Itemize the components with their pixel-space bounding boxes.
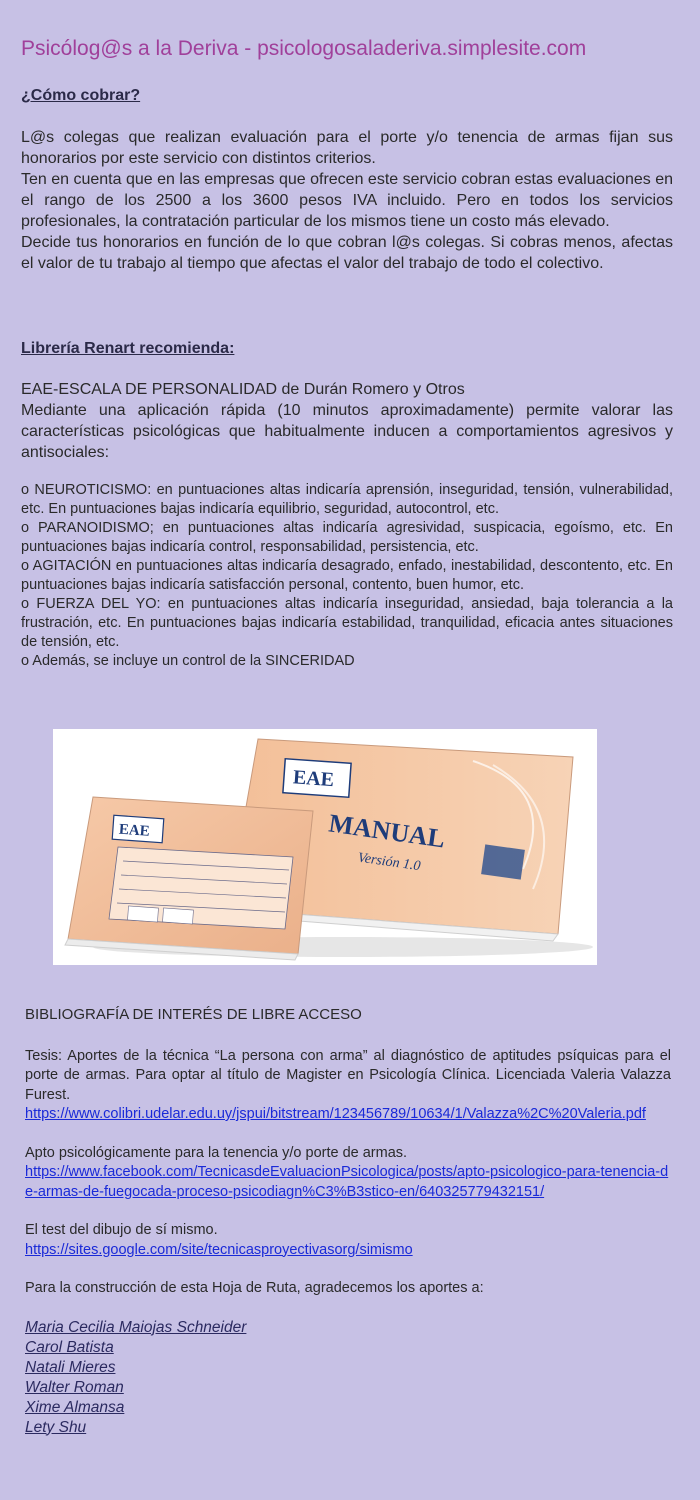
spacer (25, 1202, 671, 1221)
cobrar-paragraph-1: L@s colegas que realizan evaluación para el porte y/o tenencia de armas fijan sus honorarios por este servicio con distintos criterios. (21, 129, 673, 167)
spacer (25, 1025, 671, 1047)
heading-libreria: Librería Renart recomienda: (21, 340, 235, 357)
site-title[interactable]: Psicólog@s a la Deriva - psicologosaladeriva.simplesite.com (21, 37, 587, 60)
list-item: o NEUROTICISMO: en puntuaciones altas indicaría aprensión, inseguridad, tensión, vulnerabilidad, etc. En puntuaciones bajas indicaría equilibrio, seguridad, autocontrol, etc. (21, 482, 673, 517)
bibliografia-section (25, 1005, 671, 1438)
manual-logo-text: EAE (292, 766, 335, 792)
list-item: o PARANOIDISMO; en puntuaciones altas indicaría agresividad, suspicacia, egoísmo, etc. En puntuaciones bajas indicaría control, responsabilidad, persistencia, etc. (21, 520, 673, 555)
contributor-link[interactable]: Natali Mieres (25, 1358, 116, 1376)
answer-sheet-logo-text: EAE (118, 821, 151, 840)
manual-title: MANUAL (327, 808, 447, 854)
bibliografia-heading: BIBLIOGRAFÍA DE INTERÉS DE LIBRE ACCESO (25, 1006, 362, 1023)
thanks-text: Para la construcción de esta Hoja de Ruta, agradecemos los aportes a: (25, 1280, 484, 1296)
bib-entry-3-link[interactable]: https://sites.google.com/site/tecnicasproyectivasorg/simismo (25, 1241, 413, 1258)
contributor-link[interactable]: Lety Shu (25, 1418, 87, 1436)
spacer (25, 1125, 671, 1144)
cobrar-paragraph-2: Ten en cuenta que en las empresas que ofrecen este servicio cobran estas evaluaciones en el rango de los 2500 a los 3600 pesos IVA incluido. Pero en todos los servicios profesionales, la contratación particular de los mismos tiene un costo más elevado. (21, 171, 673, 230)
book-description: Mediante una aplicación rápida (10 minutos aproximadamente) permite valorar las características psicológicas que habitualmente inducen a comportamientos agresivos y antisociales: (21, 402, 673, 461)
cobrar-paragraph-3: Decide tus honorarios en función de lo que cobran l@s colegas. Si cobras menos, afectas el valor de tu trabajo al tiempo que afectas el valor del trabajo de todo el colectivo. (21, 234, 673, 272)
contributor-link[interactable]: Xime Almansa (25, 1398, 125, 1416)
eae-product-image (53, 729, 597, 965)
cobrar-body (21, 127, 673, 274)
scale-list (21, 481, 673, 671)
form-box (128, 906, 159, 922)
bib-entry-2-text: Apto psicológicamente para la tenencia y/o porte de armas. (25, 1144, 408, 1161)
contributor-link[interactable]: Walter Roman (25, 1378, 124, 1396)
form-box (163, 908, 194, 924)
bib-entry-3-text: El test del dibujo de sí mismo. (25, 1222, 218, 1238)
book-title-line: EAE-ESCALA DE PERSONALIDAD de Durán Romero y Otros (21, 381, 465, 398)
heading-como-cobrar: ¿Cómo cobrar? (21, 87, 141, 104)
contributor-link[interactable]: Carol Batista (25, 1338, 114, 1356)
eae-product-illustration (53, 729, 597, 965)
libreria-intro (21, 379, 673, 463)
list-item: o Además, se incluye un control de la SINCERIDAD (21, 653, 355, 669)
bib-entry-1-text: Tesis: Aportes de la técnica “La persona con arma” al diagnóstico de aptitudes psíquicas para el porte de armas. Para optar al título de Magister en Psicología Clínica. Licenciada Valeria Valazza Furest. (25, 1047, 671, 1103)
spacer (25, 1299, 671, 1318)
list-item: o FUERZA DEL YO: en puntuaciones altas indicaría inseguridad, ansiedad, baja tolerancia a la frustración, etc. En puntuaciones bajas indicaría estabilidad, tranquilidad, eficacia antes situaciones de tensión, etc. (21, 596, 673, 650)
list-item: o AGITACIÓN en puntuaciones altas indicaría desagrado, enfado, inestabilidad, descontento, etc. En puntuaciones bajas indicaría satisfacción personal, contento, buen humor, etc. (21, 558, 673, 593)
bib-entry-1-link[interactable]: https://www.colibri.udelar.edu.uy/jspui/bitstream/123456789/10634/1/Valazza%2C%20Valeria.pdf (25, 1106, 646, 1122)
contributor-link[interactable]: Maria Cecilia Maiojas Schneider (25, 1318, 247, 1336)
manual-version: Versión 1.0 (356, 850, 422, 875)
manual-badge (481, 844, 525, 879)
bib-entry-2-link[interactable]: https://www.facebook.com/TecnicasdeEvaluacionPsicologica/posts/apto-psicologico-para-tenencia-de-armas-de-fuegocada-proceso-psicodiagn%C3%B3stico-en/640325779432151/ (25, 1164, 669, 1200)
spacer (25, 1260, 671, 1279)
